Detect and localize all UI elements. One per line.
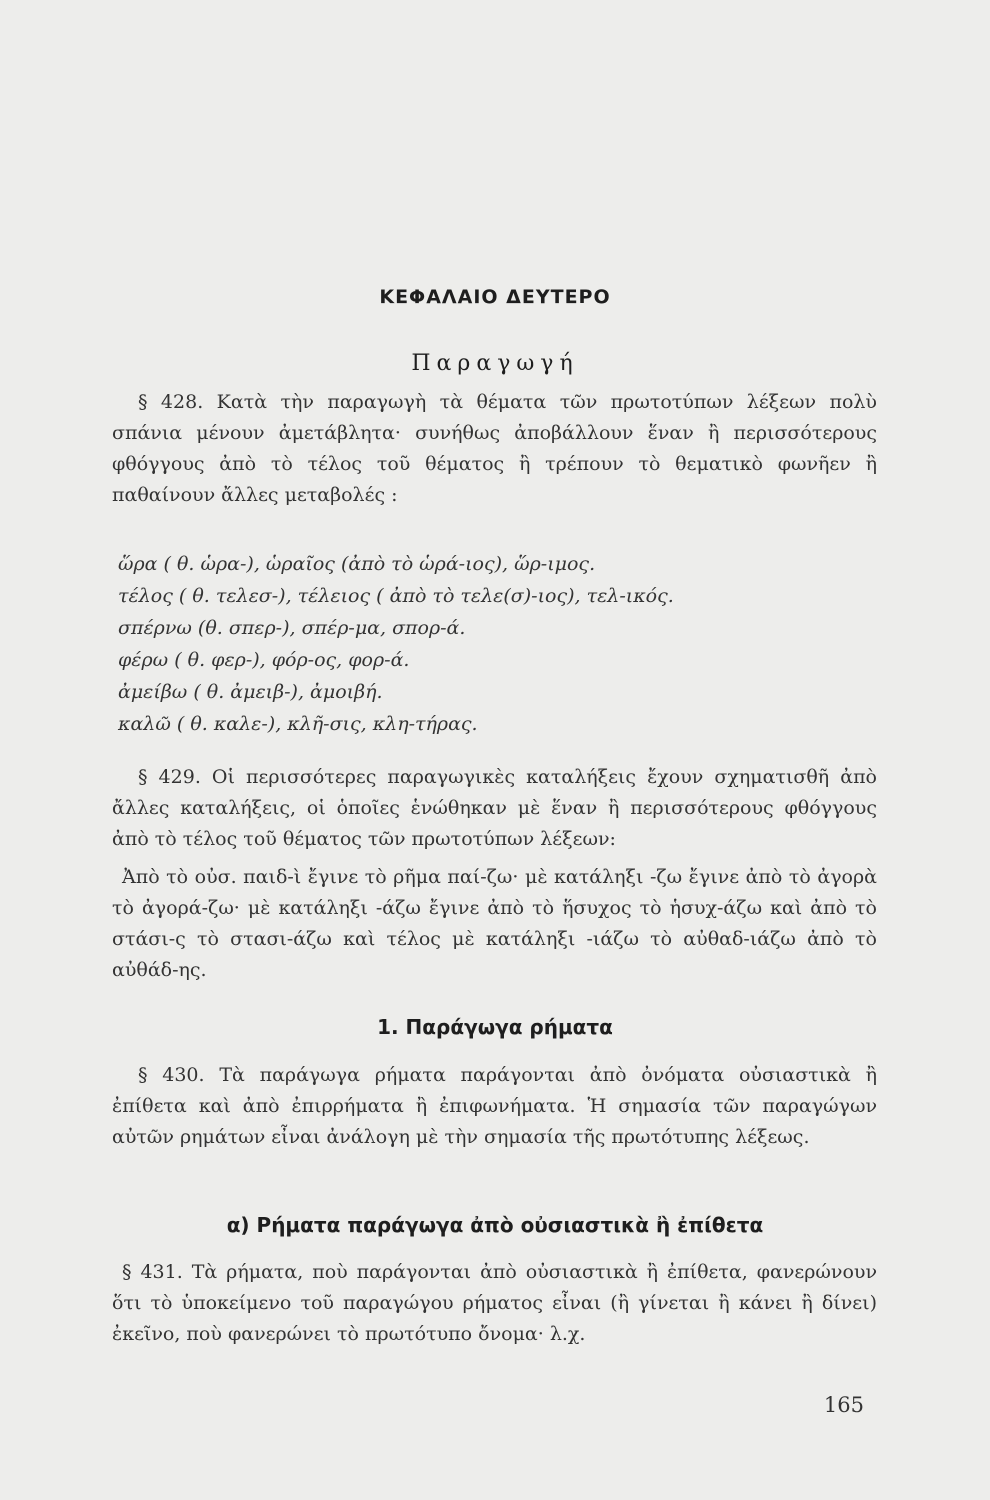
examples-list	[118, 548, 818, 740]
paragraph-431: § 431. Τὰ ρήματα, ποὺ παράγονται ἀπὸ οὐσιαστικὰ ἢ ἐπίθετα, φανερώνουν ὅτι τὸ ὑποκείμενο τοῦ παραγώγου ρήματος εἶναι (ἢ γίνεται ἢ κάνει ἢ δίνει) ἐκεῖνο, ποὺ φανερώνει τὸ πρωτότυπο ὄνομα· λ.χ.	[112, 1261, 877, 1345]
example-line: ἀμείβω ( θ. ἀμειβ-), ἀμοιβή.	[118, 681, 383, 703]
paragraph-428: § 428. Κατὰ τὴν παραγωγὴ τὰ θέματα τῶν πρωτοτύπων λέξεων πολὺ σπάνια μένουν ἀμετάβλητα· συνήθως ἀποβάλλουν ἕναν ἢ περισσότερους φθόγγους ἀπὸ τὸ τέλος τοῦ θέματος ἢ τρέπουν τὸ θεματικὸ φωνῆεν ἢ παθαίνουν ἄλλες μεταβολές :	[112, 391, 877, 506]
paragraph-429-examples: Ἀπὸ τὸ οὐσ. παιδ-ὶ ἔγινε τὸ ρῆμα παί-ζω· μὲ κατάληξι -ζω ἔγινε ἀπὸ τὸ ἀγορὰ τὸ ἀγορά-ζω· μὲ κατάληξι -άζω ἔγινε ἀπὸ τὸ ἥσυχος τὸ ἡσυχ-άζω καὶ ἀπὸ τὸ στάσι-ς τὸ στασι-άζω καὶ τέλος μὲ κατάληξι -ιάζω τὸ αὐθαδ-ιάζω ἀπὸ τὸ αὐθάδ-ης.	[112, 866, 877, 981]
subheading-derived-verbs: 1. Παράγωγα ρήματα	[377, 1015, 613, 1039]
example-line: καλῶ ( θ. καλε-), κλῆ-σις, κλη-τήρας.	[118, 713, 478, 735]
paragraph-429: § 429. Οἱ περισσότερες παραγωγικὲς καταλήξεις ἔχουν σχηματισθῆ ἀπὸ ἄλλες καταλήξεις, οἱ ὁποῖες ἑνώθηκαν μὲ ἕναν ἢ περισσότερους φθόγγους ἀπὸ τὸ τέλος τοῦ θέματος τῶν πρωτοτύπων λέξεων:	[112, 766, 877, 850]
subheading-verbs-from-nouns: α) Ρήματα παράγωγα ἀπὸ οὐσιαστικὰ ἢ ἐπίθετα	[226, 1213, 764, 1237]
chapter-title: ΚΕΦΑΛΑΙΟ ΔΕΥΤΕΡΟ	[379, 286, 611, 308]
page-number: 165	[823, 1393, 864, 1417]
example-line: ὥρα ( θ. ὡρα-), ὡραῖος (ἀπὸ τὸ ὡρά-ιος), ὥρ-ιμος.	[118, 553, 596, 575]
section-title: Παραγωγή	[411, 351, 579, 376]
example-line: φέρω ( θ. φερ-), φόρ-ος, φορ-ά.	[118, 649, 410, 671]
paragraph-430: § 430. Τὰ παράγωγα ρήματα παράγονται ἀπὸ ὀνόματα οὐσιαστικὰ ἢ ἐπίθετα καὶ ἀπὸ ἐπιρρήματα ἢ ἐπιφωνήματα. Ἡ σημασία τῶν παραγώγων αὐτῶν ρημάτων εἶναι ἀνάλογη μὲ τὴν σημασία τῆς πρωτότυπης λέξεως.	[112, 1064, 877, 1148]
example-line: σπέρνω (θ. σπερ-), σπέρ-μα, σπορ-ά.	[118, 617, 466, 639]
example-line: τέλος ( θ. τελεσ-), τέλειος ( ἀπὸ τὸ τελε(σ)-ιος), τελ-ικός.	[118, 585, 674, 607]
